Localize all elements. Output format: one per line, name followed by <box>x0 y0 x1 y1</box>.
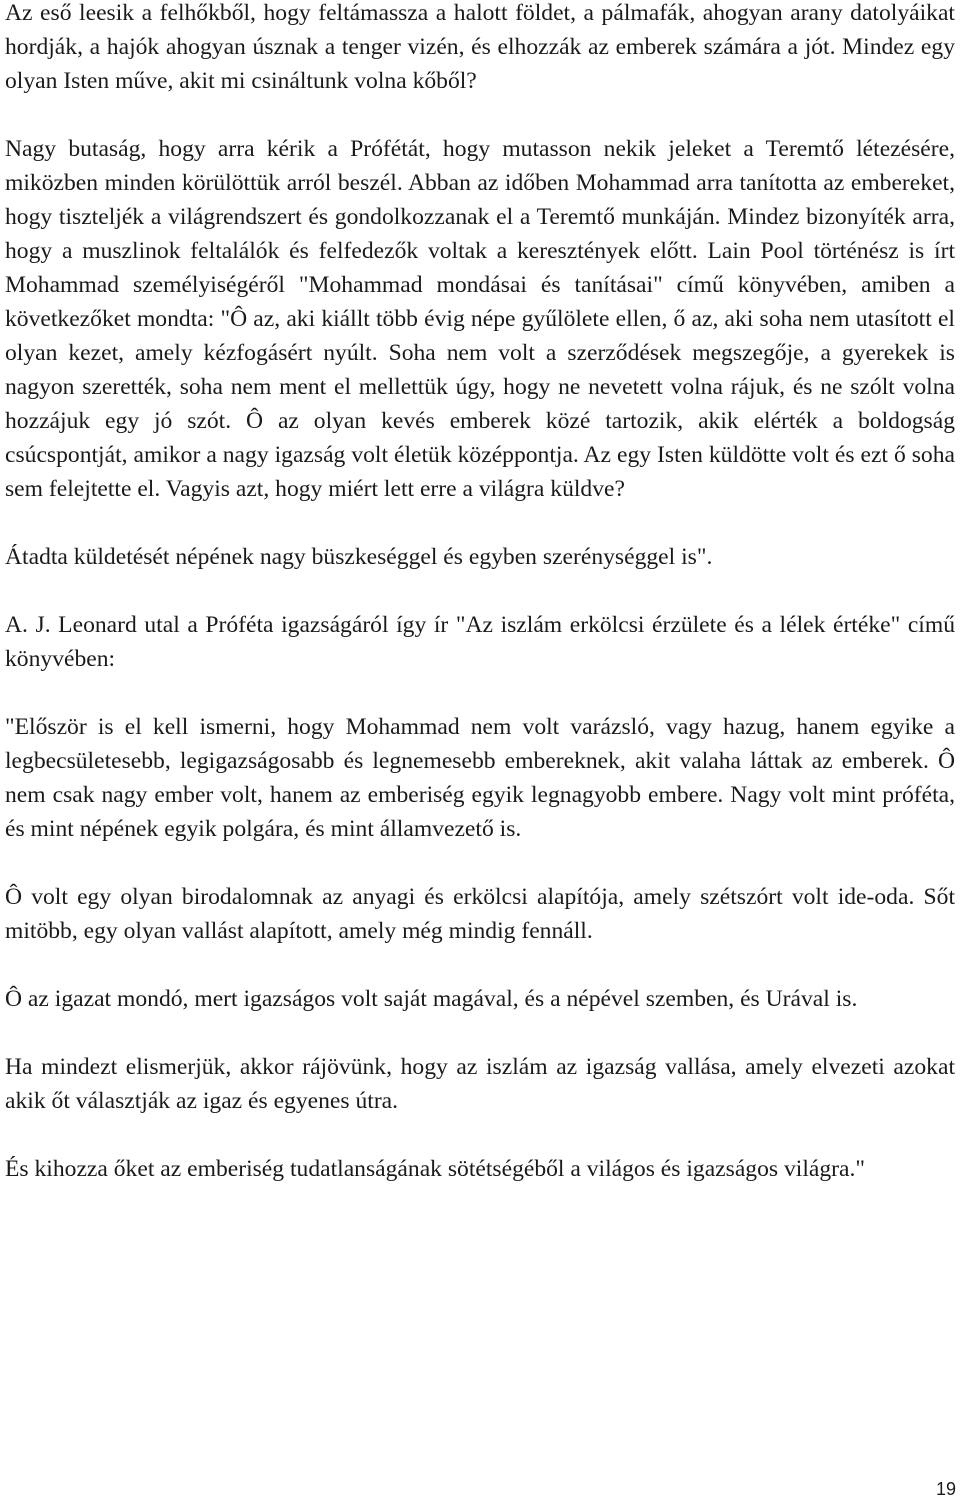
body-text <box>5 0 955 1186</box>
paragraph-1: Az eső leesik a felhőkből, hogy feltámassza a halott földet, a pálmafák, ahogyan arany datolyáikat hordják, a hajók ahogyan úsznak a tenger vizén, és elhozzák az emberek számára a jót. Mindez egy olyan Isten műve, akit mi csináltunk volna kőből? <box>5 0 955 94</box>
paragraph-3: Átadta küldetését népének nagy büszkeséggel és egyben szerénységgel is". <box>5 544 713 570</box>
page-number: 19 <box>935 1479 956 1499</box>
paragraph-8: Ha mindezt elismerjük, akkor rájövünk, hogy az iszlám az igazság vallása, amely elvezeti azokat akik őt választják az igaz és egyenes útra. <box>5 1054 955 1114</box>
paragraph-5: "Először is el kell ismerni, hogy Mohammad nem volt varázsló, vagy hazug, hanem egyike a legbecsületesebb, legigazságosabb és legnemesebb embereknek, akit valaha láttak az emberek. Ô nem csak nagy ember volt, hanem az emberiség egyik legnagyobb embere. Nagy volt mint próféta, és mint népének egyik polgára, és mint államvezető is. <box>5 714 955 842</box>
paragraph-9: És kihozza őket az emberiség tudatlanságának sötétségéből a világos és igazságos világra." <box>5 1156 866 1182</box>
paragraph-4: A. J. Leonard utal a Próféta igazságáról így ír "Az iszlám erkölcsi érzülete és a lélek értéke" című könyvében: <box>5 612 955 672</box>
paragraph-2: Nagy butaság, hogy arra kérik a Prófétát, hogy mutasson nekik jeleket a Teremtő létezésére, miközben minden körülöttük arról beszél. Abban az időben Mohammad arra tanította az embereket, hogy tiszteljék a világrendszert és gondolkozzanak el a Teremtő munkáján. Mindez bizonyíték arra, hogy a muszlinok feltalálók és felfedezők voltak a keresztények előtt. Lain Pool történész is írt Mohammad személyiségéről "Mohammad mondásai és tanításai" című könyvében, amiben a következőket mondta: "Ô az, aki kiállt több évig népe gyűlölete ellen, ő az, aki soha nem utasított el olyan kezet, amely kézfogásért nyúlt. Soha nem volt a szerződések megszegője, a gyerekek is nagyon szerették, soha nem ment el mellettük úgy, hogy ne nevetett volna rájuk, és ne szólt volna hozzájuk egy jó szót. Ô az olyan kevés emberek közé tartozik, akik elérték a boldogság csúcspontját, amikor a nagy igazság volt életük középpontja. Az egy Isten küldötte volt és ezt ő soha sem felejtette el. Vagyis azt, hogy miért lett erre a világra küldve? <box>5 136 955 502</box>
paragraph-7: Ô az igazat mondó, mert igazságos volt saját magával, és a népével szemben, és Urával is. <box>5 986 858 1012</box>
paragraph-6: Ô volt egy olyan birodalomnak az anyagi és erkölcsi alapítója, amely szétszórt volt ide-oda. Sőt mitöbb, egy olyan vallást alapított, amely még mindig fennáll. <box>5 884 955 944</box>
